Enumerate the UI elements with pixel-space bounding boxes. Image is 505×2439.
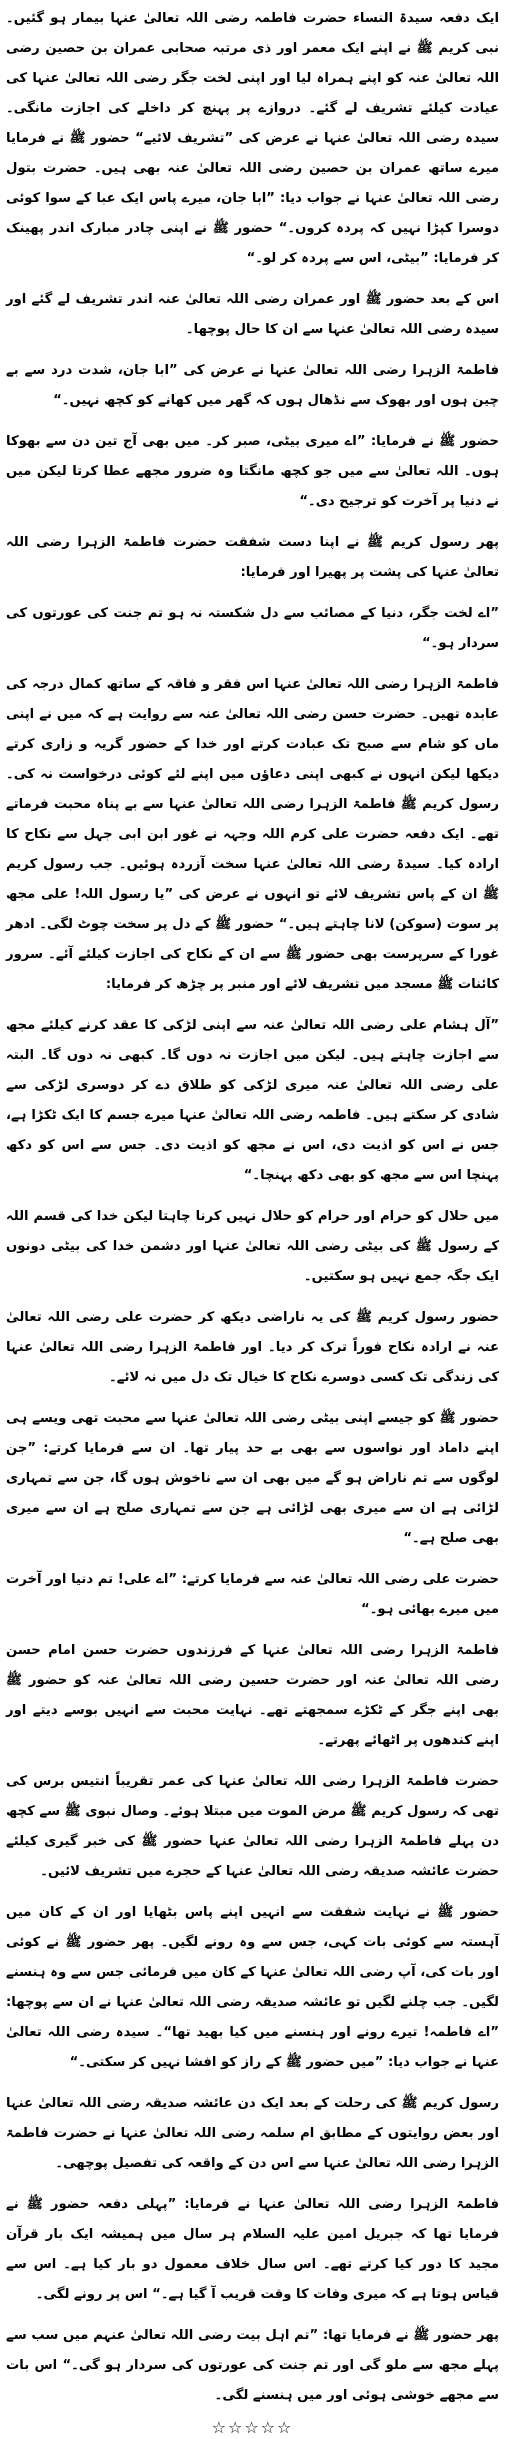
article-paragraph: اس کے بعد حضور ﷺ اور عمران رضی اللہ تعالیٰ عنہ اندر تشریف لے گئے اور سیدہ رضی اللہ تعالیٰ عنہا سے ان کا حال پوچھا۔ <box>6 292 499 337</box>
article-paragraph: فاطمۃ الزہرا رضی اللہ تعالیٰ عنہا نے فرمایا: ”پہلی دفعہ حضور ﷺ نے فرمایا تھا کہ جبریل امین علیہ السلام ہر سال میں ہمیشہ ایک بار قرآن مجید کا دور کیا کرتے تھے۔ اس سال خلاف معمول دو بار کیا ہے۔ اس سے قیاس ہوتا ہے کہ میری وفات کا وقت قریب آ گیا ہے۔“ اس پر رونے لگی۔ <box>6 2197 499 2302</box>
article-paragraph: میں حلال کو حرام اور حرام کو حلال نہیں کرنا چاہتا لیکن خدا کی قسم اللہ کے رسول ﷺ کی بیٹی رضی اللہ تعالیٰ عنہا اور دشمن خدا کی بیٹی دونوں ایک جگہ جمع نہیں ہو سکتیں۔ <box>6 1209 499 1284</box>
article-paragraph: فاطمۃ الزہرا رضی اللہ تعالیٰ عنہا نے عرض کی ”ابا جان، شدت درد سے بے چین ہوں اور بھوک سے نڈھال ہوں کہ گھر میں کھانے کو کچھ نہیں۔“ <box>6 363 499 408</box>
article-paragraph: ”اے لخت جگر، دنیا کے مصائب سے دل شکستہ نہ ہو تم جنت کی عورتوں کی سردار ہو۔“ <box>6 606 499 651</box>
end-separator: ☆☆☆☆☆ <box>211 2418 294 2437</box>
article-paragraph: حضرت علی رضی اللہ تعالیٰ عنہ سے فرمایا کرتے: ”اے علی! تم دنیا اور آخرت میں میرے بھائی ہو۔“ <box>6 1572 499 1617</box>
article-paragraph: ایک دفعہ سیدۃ النساء حضرت فاطمہ رضی اللہ تعالیٰ عنہا بیمار ہو گئیں۔ نبی کریم ﷺ نے اپنے ایک معمر اور ذی مرتبہ صحابی عمران بن حصین رضی اللہ تعالیٰ عنہ کو اپنے ہمراہ لیا اور اپنی لخت جگر رضی اللہ تعالیٰ عنہا کی عیادت کیلئے تشریف لے گئے۔ دروازے پر پہنچ کر داخلے کی اجازت مانگی۔ سیدہ رضی اللہ تعالیٰ عنہا نے عرض کی ”تشریف لائیے“ حضور ﷺ نے فرمایا میرے ساتھ عمران بن حصین رضی اللہ تعالیٰ عنہ بھی ہیں۔ حضرت بتول رضی اللہ تعالیٰ عنہا نے جواب دیا: ”ابا جان، میرے پاس ایک عبا کے سوا کوئی دوسرا کپڑا نہیں کہ پردہ کروں۔“ حضور ﷺ نے اپنی چادر مبارک اندر پھینک کر فرمایا: ”بیٹی، اس سے پردہ کر لو۔“ <box>6 11 499 266</box>
article-body <box>6 4 499 2411</box>
article-paragraph: حضرت فاطمۃ الزہرا رضی اللہ تعالیٰ عنہا کی عمر تقریباً انتیس برس کی تھی کہ رسول کریم ﷺ مرض الموت میں مبتلا ہوئے۔ وصال نبوی ﷺ سے کچھ دن پہلے فاطمۃ الزہرا رضی اللہ تعالیٰ عنہا حضور ﷺ کی خبر گیری کیلئے حضرت عائشہ صدیقہ رضی اللہ تعالیٰ عنہا کے حجرے میں تشریف لائیں۔ <box>6 1774 499 1879</box>
article-paragraph: حضور ﷺ کو جیسے اپنی بیٹی رضی اللہ تعالیٰ عنہا سے محبت تھی ویسے ہی اپنے داماد اور نواسوں سے بھی بے حد پیار تھا۔ ان سے فرمایا کرتے: ”جن لوگوں سے تم ناراض ہو گے میں بھی ان سے ناخوش ہوں گا، جن سے تمہاری لڑائی ہے ان سے میری بھی لڑائی ہے جن سے تمہاری صلح ہے ان سے میری بھی صلح ہے۔“ <box>6 1411 499 1546</box>
article-paragraph: فاطمۃ الزہرا رضی اللہ تعالیٰ عنہا اس فقر و فاقہ کے ساتھ کمال درجہ کی عابدہ تھیں۔ حضرت حسن رضی اللہ تعالیٰ عنہ سے روایت ہے کہ میں نے اپنی ماں کو شام سے صبح تک عبادت کرتے اور خدا کے حضور گریہ و زاری کرتے دیکھا لیکن انہوں نے کبھی اپنی دعاؤں میں اپنے لئے کوئی درخواست نہ کی۔ رسول کریم ﷺ فاطمۃ الزہرا رضی اللہ تعالیٰ عنہا سے بے پناہ محبت فرماتے تھے۔ ایک دفعہ حضرت علی کرم اللہ وجہہ نے غور ابن ابی جہل سے نکاح کا ارادہ کیا۔ سیدۃ رضی اللہ تعالیٰ عنہا سخت آزردہ ہوئیں۔ جب رسول کریم ﷺ ان کے پاس تشریف لائے تو انہوں نے عرض کی ”یا رسول اللہ! علی مجھ پر سوت (سوکن) لانا چاہتے ہیں۔“ حضور ﷺ کے دل پر سخت چوٹ لگی۔ ادھر غورا کے سرپرست بھی حضور ﷺ سے ان کے نکاح کی اجازت کیلئے آئے۔ سرور کائنات ﷺ مسجد میں تشریف لائے اور منبر پر چڑھ کر فرمایا: <box>6 677 499 992</box>
article-paragraph: پھر حضور ﷺ نے فرمایا تھا: ”تم اہل بیت رضی اللہ تعالیٰ عنہم میں سب سے پہلے مجھ سے ملو گی اور تم جنت کی عورتوں کی سردار ہو گی۔“ اس بات سے مجھے خوشی ہوئی اور میں ہنسنے لگی۔ <box>6 2328 499 2403</box>
article-paragraph: رسول کریم ﷺ کی رحلت کے بعد ایک دن عائشہ صدیقہ رضی اللہ تعالیٰ عنہا اور بعض روایتوں کے مطابق ام سلمہ رضی اللہ تعالیٰ عنہا نے حضرت فاطمۃ الزہرا رضی اللہ تعالیٰ عنہا سے اس دن کے واقعہ کی تفصیل پوچھی۔ <box>6 2096 499 2171</box>
article-paragraph: حضور ﷺ نے نہایت شفقت سے انہیں اپنے پاس بٹھایا اور ان کے کان میں آہستہ سے کوئی بات کہی، جس سے وہ رونے لگیں۔ پھر حضور ﷺ نے کوئی اور بات کی، آپ رضی اللہ تعالیٰ عنہا کے کان میں فرمائی جس سے وہ ہنسنے لگیں۔ جب چلنے لگیں تو عائشہ صدیقہ رضی اللہ تعالیٰ عنہا نے ان سے پوچھا: ”اے فاطمہ! تیرے رونے اور ہنسنے میں کیا بھید تھا“۔ سیدہ رضی اللہ تعالیٰ عنہا نے جواب دیا: ”میں حضور ﷺ کے راز کو افشا نہیں کر سکتی۔“ <box>6 1905 499 2070</box>
article-paragraph: فاطمۃ الزہرا رضی اللہ تعالیٰ عنہا کے فرزندوں حضرت حسن امام حسن رضی اللہ تعالیٰ عنہ اور حضرت حسین رضی اللہ تعالیٰ عنہ کو حضور ﷺ بھی اپنے جگر کے ٹکڑے سمجھتے تھے۔ نہایت محبت سے انہیں بوسے دیتے اور اپنے کندھوں پر اٹھائے پھرتے۔ <box>6 1643 499 1748</box>
article-paragraph: حضور ﷺ نے فرمایا: ”اے میری بیٹی، صبر کر۔ میں بھی آج تین دن سے بھوکا ہوں۔ اللہ تعالیٰ سے میں جو کچھ مانگتا وہ ضرور مجھے عطا کرتا لیکن میں نے دنیا پر آخرت کو ترجیح دی۔“ <box>6 434 499 509</box>
article-paragraph: ”آل ہشام علی رضی اللہ تعالیٰ عنہ سے اپنی لڑکی کا عقد کرنے کیلئے مجھ سے اجازت چاہتے ہیں۔ لیکن میں اجازت نہ دوں گا۔ کبھی نہ دوں گا۔ البتہ علی رضی اللہ تعالیٰ عنہ میری لڑکی کو طلاق دے کر دوسری لڑکی سے شادی کر سکتے ہیں۔ فاطمہ رضی اللہ تعالیٰ عنہا میرے جسم کا ایک ٹکڑا ہے، جس نے اس کو اذیت دی، اس نے مجھ کو اذیت دی۔ جس سے اس کو دکھ پہنچا اس سے مجھ کو بھی دکھ پہنچا۔“ <box>6 1018 499 1183</box>
article-paragraph: حضور رسول کریم ﷺ کی یہ ناراضی دیکھ کر حضرت علی رضی اللہ تعالیٰ عنہ نے ارادہ نکاح فوراً ترک کر دیا۔ اور فاطمۃ الزہرا رضی اللہ تعالیٰ عنہا کی زندگی تک کسی دوسرے نکاح کا خیال تک دل میں نہ لائے۔ <box>6 1310 499 1385</box>
article-paragraph: پھر رسول کریم ﷺ نے اپنا دست شفقت حضرت فاطمۃ الزہرا رضی اللہ تعالیٰ عنہا کی پشت پر پھیرا اور فرمایا: <box>6 535 499 580</box>
